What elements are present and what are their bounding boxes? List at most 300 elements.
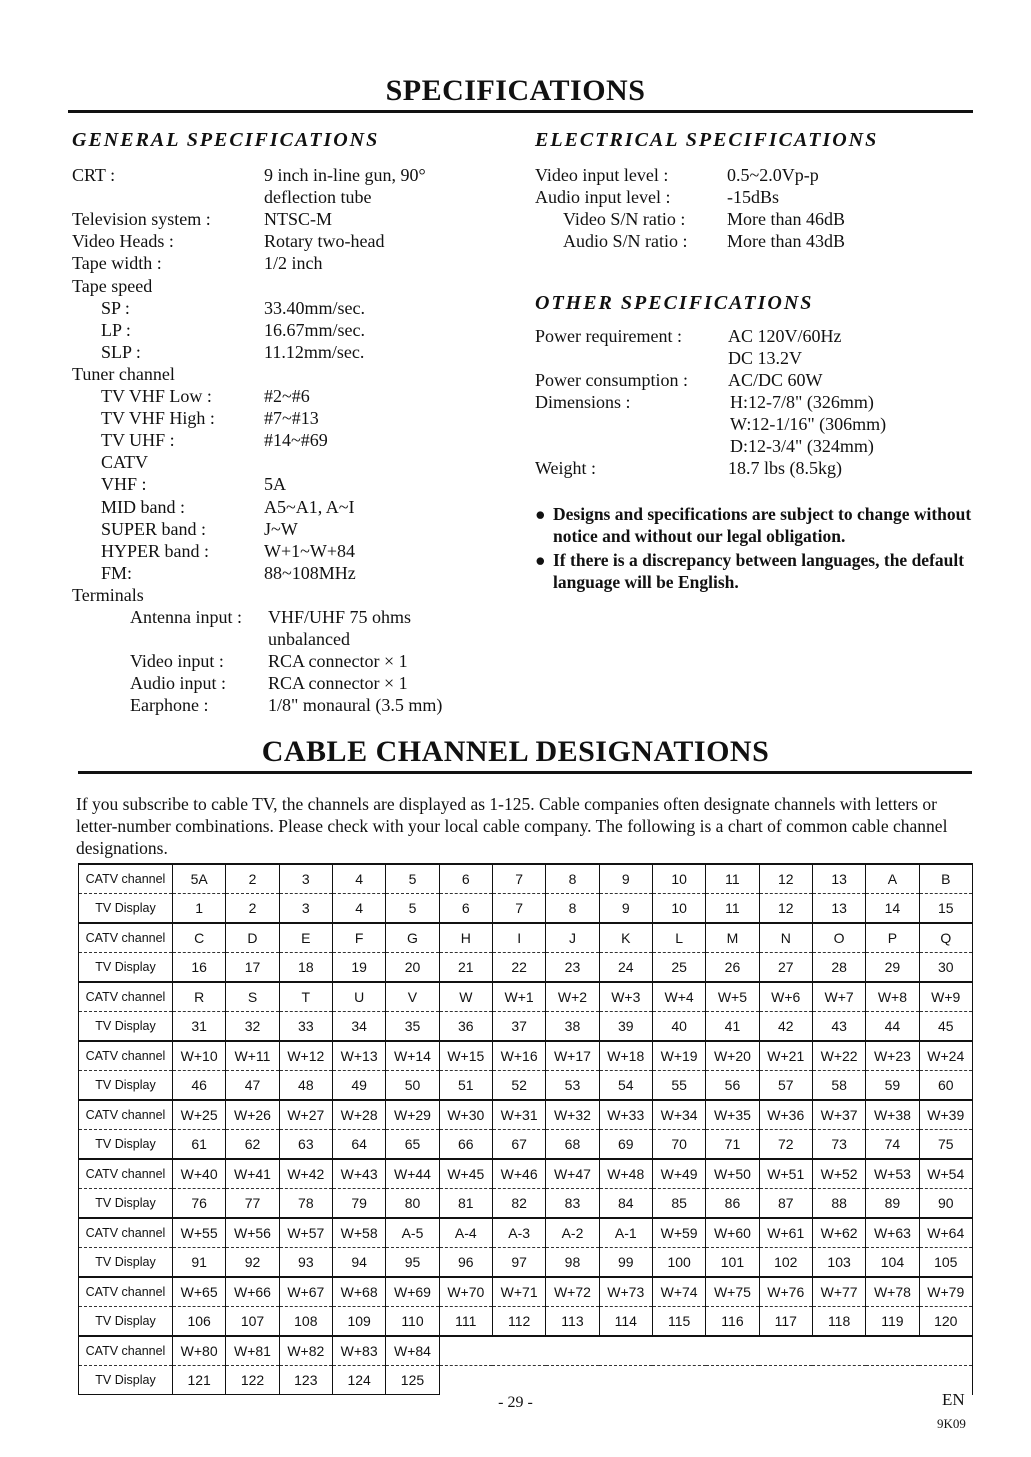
catv-channel-cell: W+46 bbox=[492, 1159, 545, 1189]
tv-display-row bbox=[79, 1307, 973, 1337]
catv-channel-cell: R bbox=[173, 982, 226, 1012]
catv-channel-cell: W+44 bbox=[386, 1159, 439, 1189]
tv-display-cell: 65 bbox=[386, 1130, 439, 1160]
catv-channel-cell: W+72 bbox=[546, 1277, 599, 1307]
empty-cell bbox=[492, 1366, 545, 1395]
spec-value: W+1~W+84 bbox=[264, 540, 356, 561]
tv-display-label: TV Display bbox=[79, 894, 173, 924]
tv-display-cell: 43 bbox=[812, 1012, 865, 1042]
catv-channel-cell: 7 bbox=[492, 864, 545, 894]
catv-channel-cell: W+30 bbox=[439, 1100, 492, 1130]
tv-display-cell: 18 bbox=[279, 953, 332, 983]
tv-display-cell: 60 bbox=[919, 1071, 972, 1101]
spec-value: unbalanced bbox=[268, 629, 350, 650]
tv-display-cell: 44 bbox=[866, 1012, 919, 1042]
cable-channel-table bbox=[78, 863, 973, 1395]
tv-display-cell: 104 bbox=[866, 1248, 919, 1278]
tv-display-cell: 95 bbox=[386, 1248, 439, 1278]
catv-channel-cell: S bbox=[226, 982, 279, 1012]
tv-display-cell: 91 bbox=[173, 1248, 226, 1278]
spec-label: Terminals bbox=[72, 584, 144, 605]
tv-display-cell: 8 bbox=[546, 894, 599, 924]
catv-channel-row bbox=[79, 1041, 973, 1071]
catv-channel-cell: N bbox=[759, 923, 812, 953]
tv-display-cell: 48 bbox=[279, 1071, 332, 1101]
tv-display-cell: 64 bbox=[332, 1130, 385, 1160]
catv-channel-cell: W+11 bbox=[226, 1041, 279, 1071]
catv-channel-cell: A-3 bbox=[492, 1218, 545, 1248]
tv-display-cell: 112 bbox=[492, 1307, 545, 1337]
tv-display-cell: 53 bbox=[546, 1071, 599, 1101]
catv-channel-label: CATV channel bbox=[79, 1218, 173, 1248]
catv-channel-cell: 12 bbox=[759, 864, 812, 894]
tv-display-cell: 4 bbox=[332, 894, 385, 924]
other-specifications-heading: OTHER SPECIFICATIONS bbox=[535, 292, 814, 314]
catv-channel-cell: W+43 bbox=[332, 1159, 385, 1189]
catv-channel-cell: W+76 bbox=[759, 1277, 812, 1307]
title-rule bbox=[68, 110, 973, 113]
tv-display-cell: 109 bbox=[332, 1307, 385, 1337]
empty-cell bbox=[866, 1366, 919, 1395]
tv-display-cell: 52 bbox=[492, 1071, 545, 1101]
spec-label: Video input level : bbox=[535, 165, 669, 185]
spec-value: 11.12mm/sec. bbox=[264, 341, 365, 362]
tv-display-cell: 81 bbox=[439, 1189, 492, 1219]
catv-channel-cell: W+13 bbox=[332, 1041, 385, 1071]
spec-label: CRT : bbox=[72, 165, 116, 185]
tv-display-cell: 86 bbox=[706, 1189, 759, 1219]
empty-cell bbox=[706, 1336, 759, 1366]
catv-channel-cell: F bbox=[332, 923, 385, 953]
spec-value: NTSC-M bbox=[264, 209, 333, 230]
catv-channel-label: CATV channel bbox=[79, 982, 173, 1012]
spec-value: AC/DC 60W bbox=[728, 370, 823, 390]
catv-channel-cell: W+17 bbox=[546, 1041, 599, 1071]
empty-cell bbox=[439, 1366, 492, 1395]
catv-channel-cell: A-4 bbox=[439, 1218, 492, 1248]
catv-channel-row bbox=[79, 1277, 973, 1307]
tv-display-cell: 27 bbox=[759, 953, 812, 983]
tv-display-cell: 35 bbox=[386, 1012, 439, 1042]
tv-display-cell: 106 bbox=[173, 1307, 226, 1337]
catv-channel-cell: W+16 bbox=[492, 1041, 545, 1071]
catv-channel-cell: W+52 bbox=[812, 1159, 865, 1189]
tv-display-cell: 7 bbox=[492, 894, 545, 924]
catv-channel-cell: W+36 bbox=[759, 1100, 812, 1130]
tv-display-cell: 5 bbox=[386, 894, 439, 924]
catv-channel-cell: W+83 bbox=[332, 1336, 385, 1366]
catv-channel-cell: W+2 bbox=[546, 982, 599, 1012]
tv-display-row bbox=[79, 1189, 973, 1219]
spec-label: FM: bbox=[101, 562, 133, 583]
empty-cell bbox=[759, 1366, 812, 1395]
tv-display-label: TV Display bbox=[79, 1071, 173, 1101]
tv-display-cell: 45 bbox=[919, 1012, 972, 1042]
catv-channel-cell: W+42 bbox=[279, 1159, 332, 1189]
tv-display-cell: 85 bbox=[652, 1189, 705, 1219]
catv-channel-cell: 9 bbox=[599, 864, 652, 894]
tv-display-cell: 55 bbox=[652, 1071, 705, 1101]
catv-channel-cell: I bbox=[492, 923, 545, 953]
spec-value: #7~#13 bbox=[264, 408, 319, 429]
spec-label: Tuner channel bbox=[72, 363, 175, 384]
tv-display-cell: 63 bbox=[279, 1130, 332, 1160]
catv-channel-cell: W+79 bbox=[919, 1277, 972, 1307]
tv-display-cell: 92 bbox=[226, 1248, 279, 1278]
language-code: EN bbox=[942, 1390, 965, 1409]
catv-channel-cell: W+40 bbox=[173, 1159, 226, 1189]
tv-display-cell: 10 bbox=[652, 894, 705, 924]
tv-display-cell: 26 bbox=[706, 953, 759, 983]
catv-channel-cell: W+33 bbox=[599, 1100, 652, 1130]
catv-channel-cell: 2 bbox=[226, 864, 279, 894]
catv-channel-cell: W+53 bbox=[866, 1159, 919, 1189]
tv-display-row bbox=[79, 1366, 973, 1395]
spec-value: 1/2 inch bbox=[264, 253, 323, 274]
empty-cell bbox=[599, 1336, 652, 1366]
catv-channel-cell: K bbox=[599, 923, 652, 953]
spec-value: 1/8" monaural (3.5 mm) bbox=[268, 695, 443, 716]
tv-display-cell: 113 bbox=[546, 1307, 599, 1337]
empty-cell bbox=[866, 1336, 919, 1366]
spec-label: HYPER band : bbox=[101, 540, 209, 561]
catv-channel-cell: W+69 bbox=[386, 1277, 439, 1307]
catv-channel-cell: W+6 bbox=[759, 982, 812, 1012]
tv-display-cell: 42 bbox=[759, 1012, 812, 1042]
tv-display-cell: 34 bbox=[332, 1012, 385, 1042]
spec-label: Power consumption : bbox=[535, 370, 688, 390]
catv-channel-cell: W bbox=[439, 982, 492, 1012]
tv-display-cell: 33 bbox=[279, 1012, 332, 1042]
catv-channel-cell: W+32 bbox=[546, 1100, 599, 1130]
tv-display-cell: 79 bbox=[332, 1189, 385, 1219]
catv-channel-cell: W+4 bbox=[652, 982, 705, 1012]
catv-channel-cell: A-5 bbox=[386, 1218, 439, 1248]
cable-title-rule bbox=[78, 771, 972, 774]
spec-label: Earphone : bbox=[130, 695, 209, 716]
spec-value: #14~#69 bbox=[264, 430, 328, 451]
tv-display-cell: 118 bbox=[812, 1307, 865, 1337]
catv-channel-cell: W+28 bbox=[332, 1100, 385, 1130]
spec-label: Television system : bbox=[72, 209, 211, 230]
catv-channel-cell: W+25 bbox=[173, 1100, 226, 1130]
tv-display-cell: 120 bbox=[919, 1307, 972, 1337]
tv-display-cell: 105 bbox=[919, 1248, 972, 1278]
empty-cell bbox=[812, 1336, 865, 1366]
catv-channel-cell: C bbox=[173, 923, 226, 953]
catv-channel-cell: W+14 bbox=[386, 1041, 439, 1071]
catv-channel-cell: W+9 bbox=[919, 982, 972, 1012]
empty-cell bbox=[599, 1366, 652, 1395]
catv-channel-cell: W+22 bbox=[812, 1041, 865, 1071]
tv-display-label: TV Display bbox=[79, 1012, 173, 1042]
catv-channel-cell: 3 bbox=[279, 864, 332, 894]
tv-display-cell: 19 bbox=[332, 953, 385, 983]
tv-display-cell: 82 bbox=[492, 1189, 545, 1219]
tv-display-cell: 70 bbox=[652, 1130, 705, 1160]
spec-label: SUPER band : bbox=[101, 518, 207, 539]
spec-value: RCA connector × 1 bbox=[268, 651, 408, 672]
catv-channel-cell: A bbox=[866, 864, 919, 894]
spec-value: deflection tube bbox=[264, 187, 372, 208]
catv-channel-cell: 5A bbox=[173, 864, 226, 894]
catv-channel-label: CATV channel bbox=[79, 1041, 173, 1071]
spec-value: AC 120V/60Hz bbox=[728, 326, 842, 346]
empty-cell bbox=[706, 1366, 759, 1395]
catv-channel-cell: W+37 bbox=[812, 1100, 865, 1130]
catv-channel-row bbox=[79, 1100, 973, 1130]
tv-display-cell: 101 bbox=[706, 1248, 759, 1278]
catv-channel-cell: W+26 bbox=[226, 1100, 279, 1130]
catv-channel-cell: W+57 bbox=[279, 1218, 332, 1248]
tv-display-label: TV Display bbox=[79, 1130, 173, 1160]
spec-label: Video S/N ratio : bbox=[563, 209, 686, 229]
catv-channel-cell: W+49 bbox=[652, 1159, 705, 1189]
tv-display-cell: 122 bbox=[226, 1366, 279, 1395]
tv-display-cell: 100 bbox=[652, 1248, 705, 1278]
catv-channel-label: CATV channel bbox=[79, 1100, 173, 1130]
catv-channel-row bbox=[79, 1159, 973, 1189]
catv-channel-cell: W+75 bbox=[706, 1277, 759, 1307]
tv-display-cell: 30 bbox=[919, 953, 972, 983]
tv-display-cell: 31 bbox=[173, 1012, 226, 1042]
catv-channel-cell: D bbox=[226, 923, 279, 953]
spec-value: A5~A1, A~I bbox=[264, 496, 355, 517]
catv-channel-row bbox=[79, 1336, 973, 1366]
tv-display-cell: 77 bbox=[226, 1189, 279, 1219]
spec-value: RCA connector × 1 bbox=[268, 673, 408, 694]
tv-display-cell: 38 bbox=[546, 1012, 599, 1042]
tv-display-cell: 57 bbox=[759, 1071, 812, 1101]
spec-label: Video input : bbox=[130, 651, 224, 672]
spec-value: J~W bbox=[264, 518, 298, 539]
catv-channel-cell: W+61 bbox=[759, 1218, 812, 1248]
catv-channel-cell: B bbox=[919, 864, 972, 894]
spec-value: 33.40mm/sec. bbox=[264, 297, 365, 318]
tv-display-cell: 9 bbox=[599, 894, 652, 924]
tv-display-cell: 124 bbox=[332, 1366, 385, 1395]
spec-value: 88~108MHz bbox=[264, 562, 356, 583]
tv-display-cell: 6 bbox=[439, 894, 492, 924]
catv-channel-cell: 10 bbox=[652, 864, 705, 894]
tv-display-cell: 114 bbox=[599, 1307, 652, 1337]
catv-channel-cell: A-1 bbox=[599, 1218, 652, 1248]
catv-channel-cell: W+78 bbox=[866, 1277, 919, 1307]
tv-display-cell: 36 bbox=[439, 1012, 492, 1042]
tv-display-cell: 46 bbox=[173, 1071, 226, 1101]
tv-display-cell: 22 bbox=[492, 953, 545, 983]
tv-display-cell: 56 bbox=[706, 1071, 759, 1101]
note-language bbox=[535, 549, 973, 593]
spec-label: Tape width : bbox=[72, 253, 162, 274]
tv-display-cell: 21 bbox=[439, 953, 492, 983]
spec-label: Audio S/N ratio : bbox=[563, 231, 688, 251]
catv-channel-cell: P bbox=[866, 923, 919, 953]
tv-display-cell: 94 bbox=[332, 1248, 385, 1278]
catv-channel-cell: W+24 bbox=[919, 1041, 972, 1071]
tv-display-cell: 24 bbox=[599, 953, 652, 983]
tv-display-cell: 61 bbox=[173, 1130, 226, 1160]
tv-display-cell: 68 bbox=[546, 1130, 599, 1160]
spec-value: Rotary two-head bbox=[264, 231, 385, 252]
catv-channel-cell: 4 bbox=[332, 864, 385, 894]
tv-display-label: TV Display bbox=[79, 1307, 173, 1337]
tv-display-cell: 96 bbox=[439, 1248, 492, 1278]
tv-display-cell: 16 bbox=[173, 953, 226, 983]
cable-section-title: CABLE CHANNEL DESIGNATIONS bbox=[261, 735, 770, 768]
tv-display-cell: 111 bbox=[439, 1307, 492, 1337]
document-code: 9K09 bbox=[937, 1416, 966, 1431]
tv-display-cell: 74 bbox=[866, 1130, 919, 1160]
catv-channel-label: CATV channel bbox=[79, 923, 173, 953]
tv-display-cell: 108 bbox=[279, 1307, 332, 1337]
catv-channel-row bbox=[79, 1218, 973, 1248]
catv-channel-cell: A-2 bbox=[546, 1218, 599, 1248]
empty-cell bbox=[492, 1336, 545, 1366]
general-specifications-heading: GENERAL SPECIFICATIONS bbox=[72, 129, 380, 151]
tv-display-cell: 20 bbox=[386, 953, 439, 983]
empty-cell bbox=[546, 1336, 599, 1366]
tv-display-cell: 90 bbox=[919, 1189, 972, 1219]
spec-label: CATV bbox=[101, 452, 149, 473]
tv-display-label: TV Display bbox=[79, 1248, 173, 1278]
page-title: SPECIFICATIONS bbox=[385, 74, 646, 107]
tv-display-cell: 123 bbox=[279, 1366, 332, 1395]
spec-label: Audio input : bbox=[130, 673, 227, 694]
catv-channel-cell: U bbox=[332, 982, 385, 1012]
note-text: Designs and specifications are subject to change without notice and without our legal obligation. bbox=[553, 504, 972, 546]
catv-channel-cell: W+70 bbox=[439, 1277, 492, 1307]
tv-display-cell: 12 bbox=[759, 894, 812, 924]
tv-display-cell: 1 bbox=[173, 894, 226, 924]
tv-display-row bbox=[79, 1130, 973, 1160]
tv-display-cell: 80 bbox=[386, 1189, 439, 1219]
tv-display-cell: 49 bbox=[332, 1071, 385, 1101]
catv-channel-cell: W+54 bbox=[919, 1159, 972, 1189]
catv-channel-cell: W+65 bbox=[173, 1277, 226, 1307]
spec-value: More than 43dB bbox=[727, 231, 845, 251]
catv-channel-cell: W+31 bbox=[492, 1100, 545, 1130]
electrical-specifications-heading: ELECTRICAL SPECIFICATIONS bbox=[535, 129, 879, 151]
catv-channel-cell: E bbox=[279, 923, 332, 953]
catv-channel-row bbox=[79, 864, 973, 894]
bullet-icon: ● bbox=[535, 504, 546, 524]
catv-channel-cell: W+27 bbox=[279, 1100, 332, 1130]
catv-channel-cell: G bbox=[386, 923, 439, 953]
tv-display-cell: 78 bbox=[279, 1189, 332, 1219]
note-specs-change bbox=[535, 503, 973, 547]
catv-channel-cell: 13 bbox=[812, 864, 865, 894]
catv-channel-cell: W+35 bbox=[706, 1100, 759, 1130]
catv-channel-cell: W+1 bbox=[492, 982, 545, 1012]
tv-display-cell: 88 bbox=[812, 1189, 865, 1219]
catv-channel-cell: H bbox=[439, 923, 492, 953]
catv-channel-cell: W+80 bbox=[173, 1336, 226, 1366]
tv-display-row bbox=[79, 1012, 973, 1042]
spec-value: More than 46dB bbox=[727, 209, 845, 229]
catv-channel-cell: V bbox=[386, 982, 439, 1012]
empty-cell bbox=[652, 1366, 705, 1395]
tv-display-cell: 107 bbox=[226, 1307, 279, 1337]
catv-channel-cell: W+12 bbox=[279, 1041, 332, 1071]
catv-channel-cell: 6 bbox=[439, 864, 492, 894]
spec-label: LP : bbox=[101, 319, 131, 340]
tv-display-cell: 71 bbox=[706, 1130, 759, 1160]
tv-display-row bbox=[79, 1071, 973, 1101]
catv-channel-cell: W+64 bbox=[919, 1218, 972, 1248]
tv-display-cell: 17 bbox=[226, 953, 279, 983]
spec-value: H:12-7/8" (326mm) bbox=[730, 392, 874, 412]
tv-display-cell: 23 bbox=[546, 953, 599, 983]
tv-display-cell: 3 bbox=[279, 894, 332, 924]
tv-display-cell: 2 bbox=[226, 894, 279, 924]
tv-display-cell: 116 bbox=[706, 1307, 759, 1337]
spec-label: Tape speed bbox=[72, 275, 153, 296]
tv-display-cell: 29 bbox=[866, 953, 919, 983]
catv-channel-cell: L bbox=[652, 923, 705, 953]
tv-display-cell: 25 bbox=[652, 953, 705, 983]
tv-display-cell: 84 bbox=[599, 1189, 652, 1219]
tv-display-cell: 51 bbox=[439, 1071, 492, 1101]
spec-label: SP : bbox=[101, 297, 130, 318]
catv-channel-cell: W+67 bbox=[279, 1277, 332, 1307]
catv-channel-cell: W+66 bbox=[226, 1277, 279, 1307]
tv-display-cell: 119 bbox=[866, 1307, 919, 1337]
tv-display-cell: 73 bbox=[812, 1130, 865, 1160]
catv-channel-cell: W+56 bbox=[226, 1218, 279, 1248]
tv-display-cell: 40 bbox=[652, 1012, 705, 1042]
catv-channel-cell: M bbox=[706, 923, 759, 953]
spec-label: VHF : bbox=[101, 474, 147, 495]
catv-channel-cell: W+55 bbox=[173, 1218, 226, 1248]
tv-display-cell: 58 bbox=[812, 1071, 865, 1101]
tv-display-cell: 69 bbox=[599, 1130, 652, 1160]
catv-channel-cell: 8 bbox=[546, 864, 599, 894]
catv-channel-cell: W+58 bbox=[332, 1218, 385, 1248]
spec-value: DC 13.2V bbox=[728, 348, 803, 368]
catv-channel-cell: W+38 bbox=[866, 1100, 919, 1130]
tv-display-cell: 32 bbox=[226, 1012, 279, 1042]
empty-cell bbox=[812, 1366, 865, 1395]
catv-channel-cell: W+82 bbox=[279, 1336, 332, 1366]
spec-label: Power requirement : bbox=[535, 326, 682, 346]
catv-channel-cell: W+5 bbox=[706, 982, 759, 1012]
tv-display-cell: 72 bbox=[759, 1130, 812, 1160]
tv-display-cell: 75 bbox=[919, 1130, 972, 1160]
tv-display-cell: 37 bbox=[492, 1012, 545, 1042]
catv-channel-cell: W+77 bbox=[812, 1277, 865, 1307]
catv-channel-cell: W+18 bbox=[599, 1041, 652, 1071]
catv-channel-cell: W+51 bbox=[759, 1159, 812, 1189]
catv-channel-cell: W+29 bbox=[386, 1100, 439, 1130]
catv-channel-label: CATV channel bbox=[79, 1336, 173, 1366]
catv-channel-cell: W+73 bbox=[599, 1277, 652, 1307]
note-text: If there is a discrepancy between languages, the default language will be English. bbox=[553, 550, 965, 592]
catv-channel-cell: W+20 bbox=[706, 1041, 759, 1071]
cable-intro-paragraph: If you subscribe to cable TV, the channels are displayed as 1-125. Cable companies often designate channels with letters or letter-number combinations. Please check with your local cable company. The following is a chart of common cable channel designations. bbox=[76, 794, 948, 858]
tv-display-cell: 14 bbox=[866, 894, 919, 924]
tv-display-cell: 62 bbox=[226, 1130, 279, 1160]
catv-channel-cell: W+8 bbox=[866, 982, 919, 1012]
tv-display-row bbox=[79, 1248, 973, 1278]
catv-channel-cell: W+71 bbox=[492, 1277, 545, 1307]
catv-channel-cell: W+7 bbox=[812, 982, 865, 1012]
catv-channel-cell: W+74 bbox=[652, 1277, 705, 1307]
spec-label: Antenna input : bbox=[130, 607, 242, 627]
tv-display-cell: 93 bbox=[279, 1248, 332, 1278]
tv-display-cell: 47 bbox=[226, 1071, 279, 1101]
catv-channel-cell: W+21 bbox=[759, 1041, 812, 1071]
